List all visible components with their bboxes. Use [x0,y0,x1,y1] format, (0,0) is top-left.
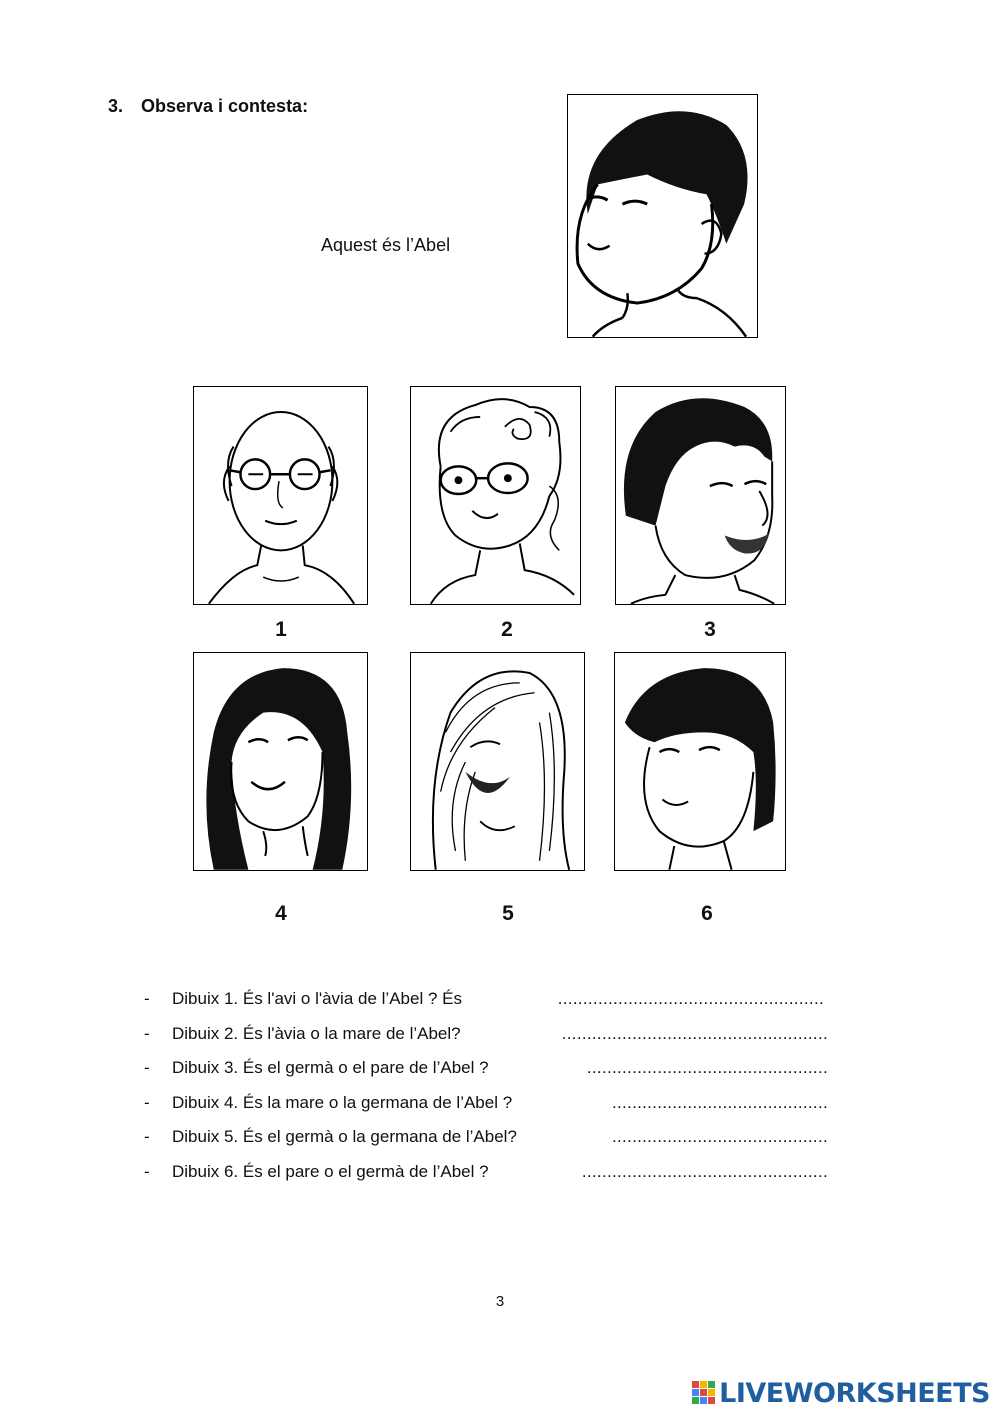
portrait-label-6: 6 [701,902,713,925]
brand-name: LIVEWORKSHEETS [719,1377,990,1409]
question-bullet: - [144,1127,150,1147]
man-drawing [616,387,785,604]
abel-drawing [568,95,757,337]
question-list [144,989,844,1197]
question-row [144,1024,844,1059]
question-text: Dibuix 2. És l'àvia o la mare de l’Abel? [172,1023,461,1043]
portrait-label-2: 2 [501,618,513,641]
portrait-3-man [615,386,786,605]
question-bullet: - [144,1092,150,1112]
question-row [144,1093,844,1128]
page-number: 3 [495,1293,505,1310]
question-row [144,989,844,1024]
answer-blank[interactable]: ................................................. [581,1161,828,1181]
intro-text: Aquest és l’Abel [321,235,451,255]
portrait-label-3: 3 [704,618,716,641]
question-bullet: - [144,1023,150,1043]
exercise-number: 3. [108,96,124,116]
answer-blank[interactable]: ........................................... [612,1127,828,1147]
question-row [144,1162,844,1197]
portrait-4-woman [193,652,368,871]
girl-drawing [411,653,584,870]
grandfather-drawing [194,387,367,604]
portrait-label-5: 5 [502,902,514,925]
brand-watermark [691,1376,990,1410]
portrait-5-girl [410,652,585,871]
exercise-instruction: Observa i contesta: [141,96,309,116]
answer-blank[interactable]: ..................................................... [561,1023,828,1043]
question-bullet: - [144,989,150,1008]
question-text: Dibuix 5. És el germà o la germana de l’Abel? [172,1127,517,1147]
answer-blank[interactable]: ................................................ [586,1058,828,1078]
abel-portrait [567,94,758,338]
question-text: Dibuix 6. És el pare o el germà de l’Abel ? [172,1161,489,1181]
portrait-label-1: 1 [275,618,287,641]
exercise-heading [108,96,308,117]
question-bullet: - [144,1161,150,1181]
teen-boy-drawing [615,653,785,870]
answer-blank[interactable]: ..................................................... [557,989,824,1008]
liveworksheets-logo-icon [691,1380,717,1406]
question-text: Dibuix 4. És la mare o la germana de l’Abel ? [172,1092,513,1112]
portrait-2-grandmother [410,386,581,605]
portrait-label-4: 4 [275,902,287,925]
portrait-1-grandfather [193,386,368,605]
answer-blank[interactable]: ........................................... [612,1092,828,1112]
question-text: Dibuix 1. És l'avi o l'àvia de l’Abel ? És [172,989,462,1008]
question-row [144,1127,844,1162]
question-row [144,1058,844,1093]
question-text: Dibuix 3. És el germà o el pare de l’Abel ? [172,1058,489,1078]
question-bullet: - [144,1058,150,1078]
woman-drawing [194,653,367,870]
portrait-6-teen-boy [614,652,786,871]
grandmother-drawing [411,387,580,604]
